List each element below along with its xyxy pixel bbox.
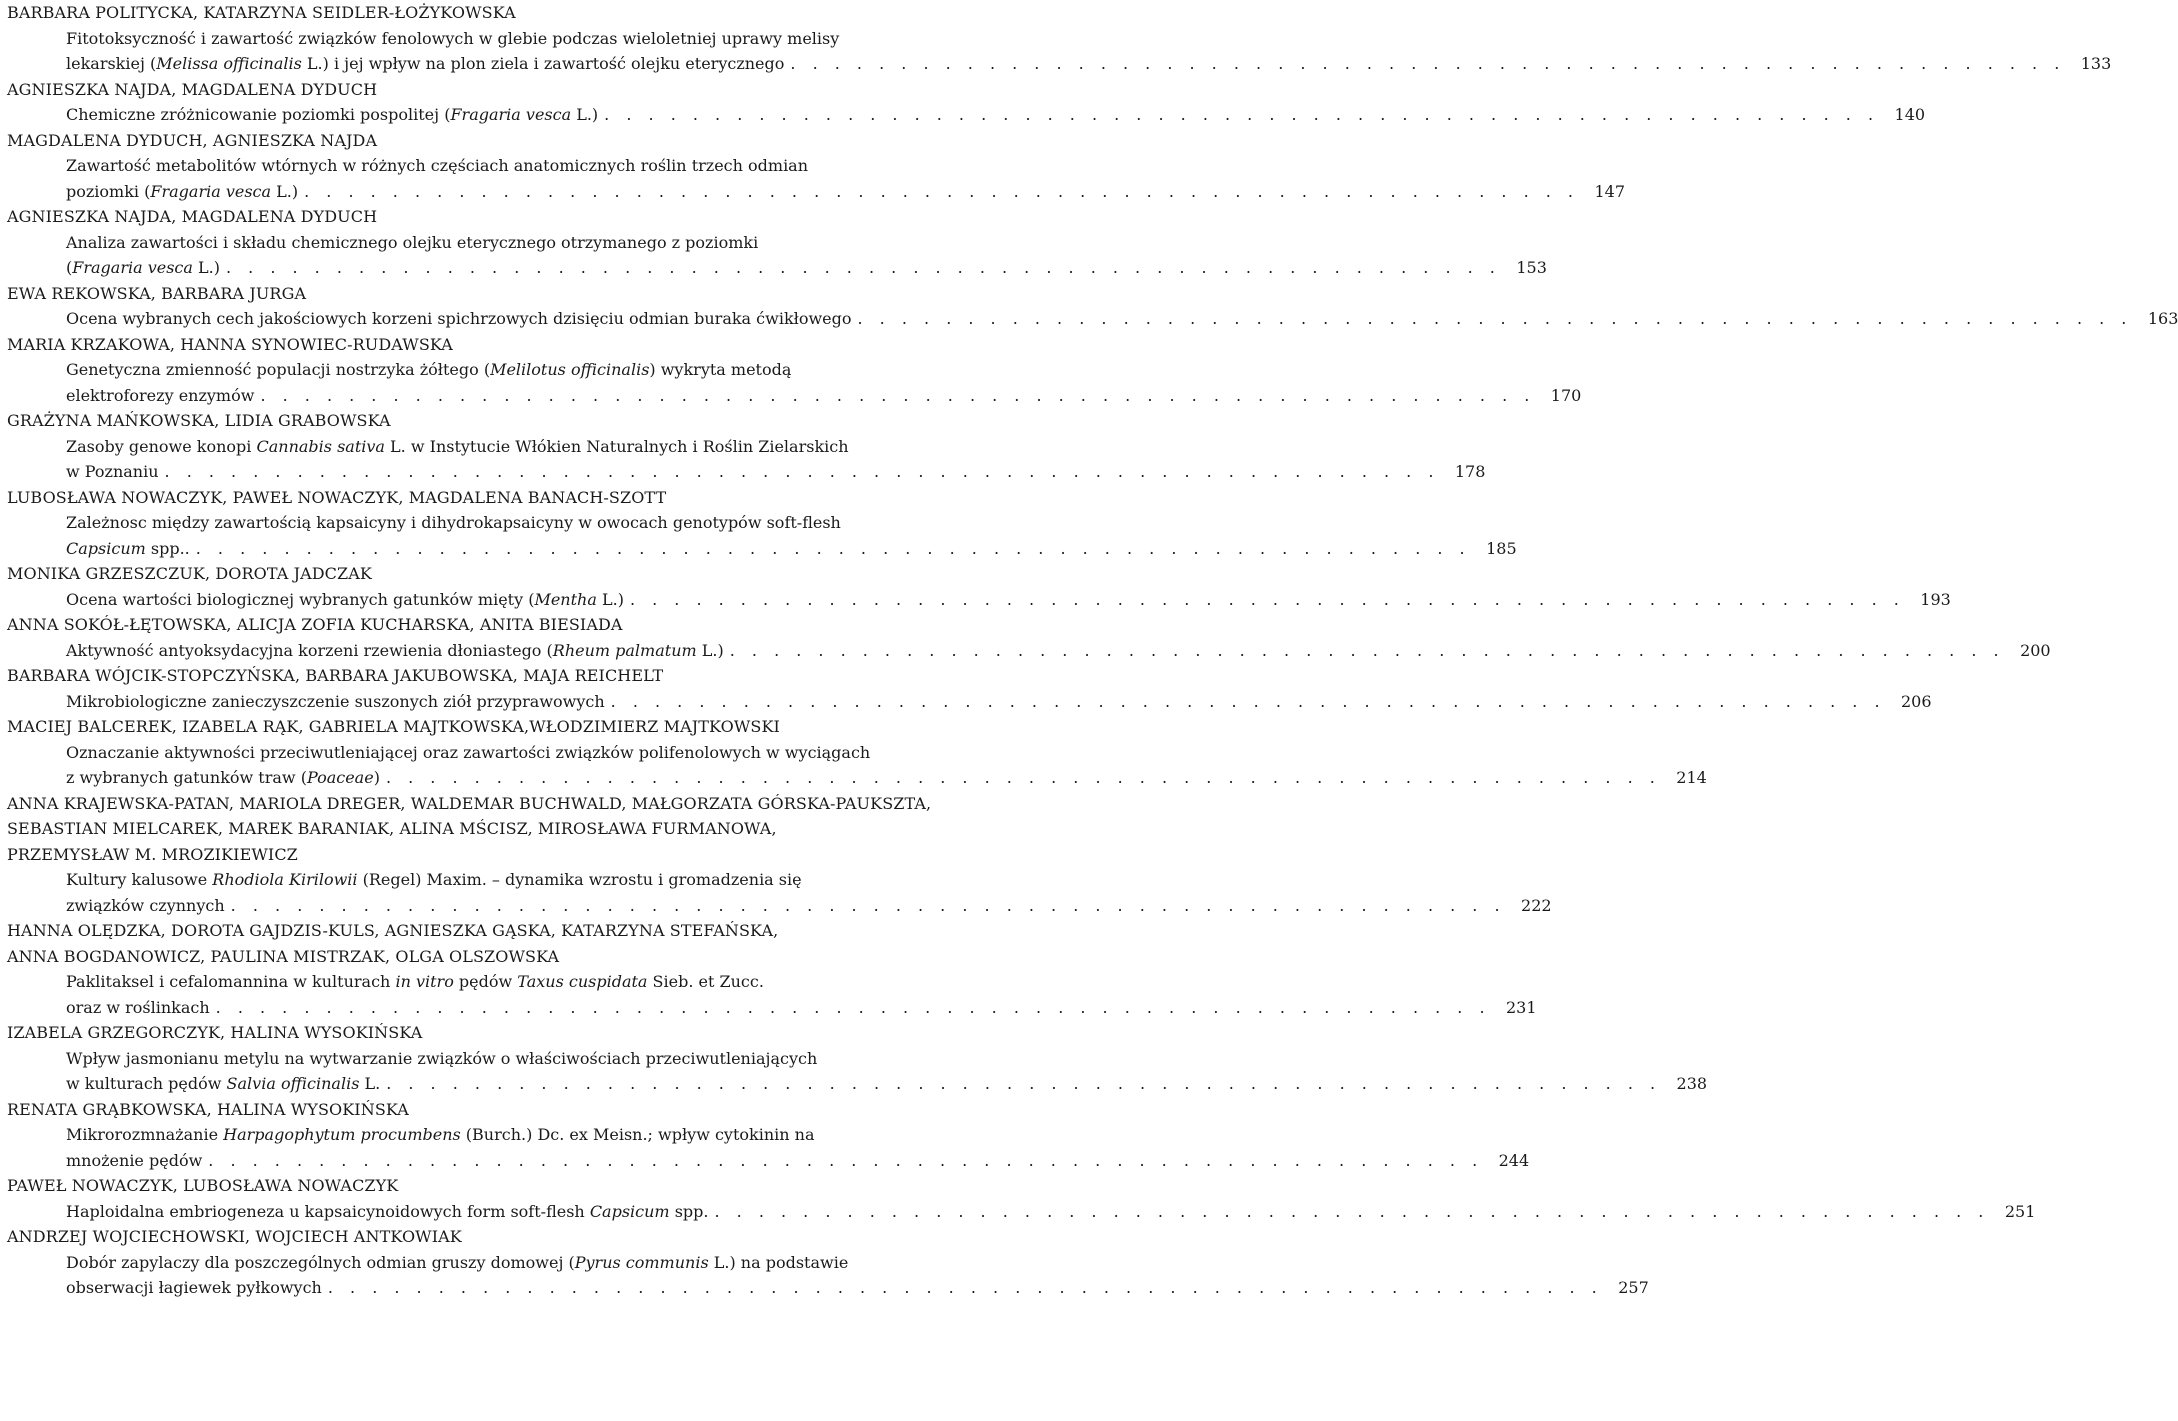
title-last-line	[66, 1199, 2036, 1225]
title-text: Paklitaksel i cefalomannina w kulturach	[66, 972, 396, 991]
toc-entry	[0, 612, 2051, 663]
page-number[interactable]: 147	[1594, 181, 1625, 201]
title-text: ) wykryta metodą	[649, 360, 792, 379]
entry-authors: ANNA KRAJEWSKA-PATAN, MARIOLA DREGER, WALDEMAR BUCHWALD, MAŁGORZATA GÓRSKA-PAUKSZTA,	[7, 793, 932, 813]
toc-entry	[0, 1097, 1530, 1174]
entry-authors: MACIEJ BALCEREK, IZABELA RĄK, GABRIELA MAJTKOWSKA,WŁODZIMIERZ MAJTKOWSKI	[7, 717, 780, 736]
title-text: Genetyczna zmienność populacji nostrzyka żółtego (	[66, 360, 491, 379]
title-line	[66, 969, 906, 995]
page-number[interactable]: 193	[1920, 589, 1951, 609]
page-number[interactable]: 200	[2020, 640, 2051, 660]
entry-title	[0, 434, 1486, 485]
page-number[interactable]: 153	[1516, 258, 1547, 277]
title-text: poziomki (	[66, 181, 151, 201]
title-last-line	[66, 638, 2051, 664]
title-text: L.)	[571, 105, 599, 124]
title-text: Ocena wartości biologicznej wybranych gatunków mięty (	[66, 589, 535, 609]
dot-leader: . . . . . . . . . . . . . . . . . . . . . . . . . . . . . . . . . . . . . . . . . . . . . . . . . . . . . . . . . .	[385, 768, 1661, 787]
toc-entry	[0, 408, 1486, 485]
title-line	[66, 1046, 906, 1072]
title-text: związków czynnych	[66, 895, 225, 915]
entry-title	[0, 26, 2112, 77]
entry-authors: BARBARA WÓJCIK-STOPCZYŃSKA, BARBARA JAKUBOWSKA, MAJA REICHELT	[7, 666, 664, 685]
latin-name: Fragaria vesca	[450, 105, 572, 124]
title-text: L.) na podstawie	[708, 1252, 849, 1272]
toc-entry	[0, 663, 1932, 714]
latin-name: Pyrus communis	[574, 1252, 709, 1272]
dot-leader: . . . . . . . . . . . . . . . . . . . . . . . . . . . . . . . . . . . . . . . . . . . . . . . . . . . . . . . . . .	[714, 1201, 1990, 1221]
entry-title	[0, 1199, 2036, 1225]
title-text: L.	[359, 1074, 381, 1093]
title-text: w Poznaniu	[66, 462, 159, 481]
entry-authors: ANNA BOGDANOWICZ, PAULINA MISTRZAK, OLGA OLSZOWSKA	[7, 946, 560, 966]
title-last-line	[66, 765, 1707, 791]
title-text: Oznaczanie aktywności przeciwutleniającej oraz zawartości związków polifenolowych w wyciągach	[66, 742, 871, 762]
entry-title	[0, 689, 1932, 715]
title-text: (Regel) Maxim. – dynamika wzrostu i gromadzenia się	[357, 870, 802, 889]
entry-title	[0, 587, 1951, 613]
toc-entry	[0, 77, 1926, 128]
title-text: Mikrobiologiczne zanieczyszczenie suszonych ziół przyprawowych	[66, 691, 605, 711]
entry-authors: HANNA OLĘDZKA, DOROTA GAJDZIS-KULS, AGNIESZKA GĄSKA, KATARZYNA STEFAŃSKA,	[7, 921, 779, 940]
title-text: L.)	[271, 181, 299, 201]
entry-authors: IZABELA GRZEGORCZYK, HALINA WYSOKIŃSKA	[7, 1023, 423, 1042]
toc-entry	[0, 714, 1707, 791]
title-last-line	[66, 893, 1552, 919]
entry-title	[0, 1250, 1649, 1301]
toc-entry	[0, 485, 1517, 562]
title-last-line	[66, 459, 1486, 485]
dot-leader: . . . . . . . . . . . . . . . . . . . . . . . . . . . . . . . . . . . . . . . . . . . . . . . . . . . . . . . . . .	[260, 385, 1536, 405]
title-last-line	[66, 179, 1625, 205]
latin-name: Rheum palmatum	[552, 640, 697, 660]
dot-leader: . . . . . . . . . . . . . . . . . . . . . . . . . . . . . . . . . . . . . . . . . . . . . . . . . . . . . . . . . .	[327, 1278, 1603, 1297]
latin-name: Fragaria vesca	[150, 181, 272, 201]
title-text: Fitotoksyczność i zawartość związków fenolowych w glebie podczas wieloletniej uprawy melisy	[66, 28, 840, 48]
latin-name: in vitro	[395, 972, 454, 991]
toc-entry	[0, 1224, 1649, 1301]
page-number[interactable]: 244	[1498, 1150, 1530, 1170]
entry-authors: SEBASTIAN MIELCAREK, MAREK BARANIAK, ALINA MŚCISZ, MIROSŁAWA FURMANOWA,	[7, 819, 777, 838]
title-line	[66, 26, 906, 52]
title-last-line	[66, 995, 1537, 1021]
title-text: Ocena wybranych cech jakościowych korzeni spichrzowych dzisięciu odmian buraka ćwikłowego	[66, 309, 852, 328]
latin-name: Melilotus officinalis	[490, 360, 650, 379]
title-text: Aktywność antyoksydacyjna korzeni rzewienia dłoniastego (	[66, 640, 553, 660]
latin-name: Harpagophytum procumbens	[223, 1125, 461, 1144]
page-number[interactable]: 170	[1550, 385, 1582, 405]
title-text: L.) i jej wpływ na plon ziela i zawartość olejku eterycznego	[301, 54, 785, 73]
entry-authors: ANDRZEJ WOJCIECHOWSKI, WOJCIECH ANTKOWIAK	[7, 1227, 462, 1246]
entry-title	[0, 1046, 1708, 1097]
title-text: pędów	[453, 972, 518, 991]
entry-title	[0, 638, 2051, 664]
title-last-line	[66, 1275, 1649, 1301]
dot-leader: . . . . . . . . . . . . . . . . . . . . . . . . . . . . . . . . . . . . . . . . . . . . . . . . . . . . . . . . . .	[604, 105, 1880, 124]
entry-title	[0, 1122, 1530, 1173]
latin-name: Taxus cuspidata	[517, 972, 648, 991]
entry-authors: GRAŻYNA MAŃKOWSKA, LIDIA GRABOWSKA	[7, 411, 391, 430]
latin-name: Capsicum	[66, 538, 146, 558]
entry-authors: EWA REKOWSKA, BARBARA JURGA	[7, 283, 307, 303]
page-number[interactable]: 222	[1521, 895, 1552, 915]
dot-leader: . . . . . . . . . . . . . . . . . . . . . . . . . . . . . . . . . . . . . . . . . . . . . . . . . . . . . . . . . .	[610, 691, 1886, 711]
toc-entry	[0, 204, 1547, 281]
entry-title	[0, 867, 1552, 918]
toc-entry	[0, 0, 2112, 77]
title-text: Sieb. et Zucc.	[647, 972, 764, 991]
title-text: L.)	[192, 258, 220, 277]
title-last-line	[66, 102, 1926, 128]
dot-leader: . . . . . . . . . . . . . . . . . . . . . . . . . . . . . . . . . . . . . . . . . . . . . . . . . . . . . . . . . .	[629, 589, 1905, 609]
title-line	[66, 357, 906, 383]
title-text: Analiza zawartości i składu chemicznego olejku eterycznego otrzymanego z poziomki	[66, 232, 759, 252]
title-text: Wpływ jasmonianu metylu na wytwarzanie związków o właściwościach przeciwutleniających	[66, 1048, 818, 1068]
dot-leader: . . . . . . . . . . . . . . . . . . . . . . . . . . . . . . . . . . . . . . . . . . . . . . . . . . . . . . . . . .	[790, 54, 2066, 73]
entry-title	[0, 357, 1582, 408]
title-text: L.)	[696, 640, 724, 660]
title-text: (	[66, 258, 73, 277]
page-number[interactable]: 231	[1506, 997, 1537, 1017]
page-number[interactable]: 251	[2004, 1201, 2036, 1221]
dot-leader: . . . . . . . . . . . . . . . . . . . . . . . . . . . . . . . . . . . . . . . . . . . . . . . . . . . . . . . . . .	[304, 181, 1579, 201]
page-number[interactable]: 206	[1901, 691, 1932, 711]
entry-authors: MONIKA GRZESZCZUK, DOROTA JADCZAK	[7, 564, 372, 583]
toc-entry	[0, 1020, 1708, 1097]
toc-entry	[0, 281, 2178, 332]
title-text: L.)	[596, 589, 624, 609]
title-text: oraz w roślinkach	[66, 997, 210, 1017]
title-last-line	[66, 306, 2178, 332]
title-last-line	[66, 1148, 1530, 1174]
title-text: )	[373, 768, 380, 787]
latin-name: Melissa officinalis	[156, 54, 302, 73]
entry-authors: AGNIESZKA NAJDA, MAGDALENA DYDUCH	[7, 79, 378, 99]
title-line	[66, 434, 906, 460]
latin-name: Salvia officinalis	[226, 1074, 360, 1093]
title-last-line	[66, 51, 2112, 77]
page-number[interactable]: 257	[1618, 1278, 1649, 1297]
title-text: spp.	[669, 1201, 709, 1221]
title-line	[66, 1122, 906, 1148]
toc-entry	[0, 791, 1552, 919]
title-line	[66, 153, 906, 179]
title-text: Dobór zapylaczy dla poszczególnych odmian gruszy domowej (	[66, 1252, 575, 1272]
latin-name: Cannabis sativa	[256, 436, 385, 456]
entry-title	[0, 306, 2178, 332]
dot-leader: . . . . . . . . . . . . . . . . . . . . . . . . . . . . . . . . . . . . . . . . . . . . . . . . . . . . . . . . . .	[195, 538, 1471, 558]
title-text: Mikrorozmnażanie	[66, 1125, 224, 1144]
title-text: L. w Instytucie Włókien Naturalnych i Roślin Zielarskich	[384, 436, 849, 456]
page-number[interactable]: 185	[1486, 538, 1517, 558]
page-number[interactable]: 178	[1454, 462, 1486, 481]
title-text: Kultury kalusowe	[66, 870, 213, 889]
title-text: lekarskiej (	[66, 54, 157, 73]
dot-leader: . . . . . . . . . . . . . . . . . . . . . . . . . . . . . . . . . . . . . . . . . . . . . . . . . . . . . . . . . .	[729, 640, 2005, 660]
title-last-line	[66, 536, 1517, 562]
entry-authors: MAGDALENA DYDUCH, AGNIESZKA NAJDA	[7, 130, 378, 150]
entry-title	[0, 510, 1517, 561]
title-text: w kulturach pędów	[66, 1074, 227, 1093]
entry-authors: AGNIESZKA NAJDA, MAGDALENA DYDUCH	[7, 207, 378, 226]
page-number[interactable]: 140	[1894, 105, 1926, 124]
latin-name: Capsicum	[589, 1201, 670, 1221]
title-text: Haploidalna embriogeneza u kapsaicynoidowych form soft-flesh	[66, 1201, 590, 1221]
dot-leader: . . . . . . . . . . . . . . . . . . . . . . . . . . . . . . . . . . . . . . . . . . . . . . . . . . . . . . . . . .	[215, 997, 1491, 1017]
title-text: mnożenie pędów	[66, 1150, 203, 1170]
entry-authors: PRZEMYSŁAW M. MROZIKIEWICZ	[7, 844, 298, 864]
title-text: spp..	[145, 538, 190, 558]
entry-authors: ANNA SOKÓŁ-ŁĘTOWSKA, ALICJA ZOFIA KUCHARSKA, ANITA BIESIADA	[7, 615, 623, 634]
dot-leader: . . . . . . . . . . . . . . . . . . . . . . . . . . . . . . . . . . . . . . . . . . . . . . . . . . . . . . . . . .	[386, 1074, 1662, 1093]
latin-name: Rhodiola Kirilowii	[212, 870, 358, 889]
toc-entry	[0, 561, 1951, 612]
title-last-line	[66, 255, 1547, 281]
latin-name: Poaceae	[306, 768, 374, 787]
title-text: (Burch.) Dc. ex Meisn.; wpływ cytokinin na	[460, 1125, 815, 1144]
toc-entry	[0, 918, 1537, 1020]
title-line	[66, 740, 906, 766]
dot-leader: . . . . . . . . . . . . . . . . . . . . . . . . . . . . . . . . . . . . . . . . . . . . . . . . . . . . . . . . . .	[230, 895, 1506, 915]
entry-authors: BARBARA POLITYCKA, KATARZYNA SEIDLER-ŁOŻYKOWSKA	[7, 3, 516, 22]
entry-title	[0, 740, 1707, 791]
dot-leader: . . . . . . . . . . . . . . . . . . . . . . . . . . . . . . . . . . . . . . . . . . . . . . . . . . . . . . . . . .	[164, 462, 1440, 481]
entry-title	[0, 153, 1625, 204]
title-line	[66, 230, 906, 256]
title-text: obserwacji łagiewek pyłkowych	[66, 1278, 322, 1297]
page-number[interactable]: 163	[2147, 309, 2178, 328]
entry-authors: LUBOSŁAWA NOWACZYK, PAWEŁ NOWACZYK, MAGDALENA BANACH-SZOTT	[7, 487, 667, 507]
entry-title	[0, 969, 1537, 1020]
page-number[interactable]: 238	[1676, 1074, 1708, 1093]
title-line	[66, 1250, 906, 1276]
title-line	[66, 510, 906, 536]
title-line	[66, 867, 906, 893]
title-text: Zasoby genowe konopi	[66, 436, 257, 456]
page-number[interactable]: 214	[1676, 768, 1707, 787]
toc-entry	[0, 332, 1582, 409]
title-last-line	[66, 1071, 1708, 1097]
page-number[interactable]: 133	[2080, 54, 2112, 73]
toc-entry	[0, 1173, 2036, 1224]
title-text: Chemiczne zróżnicowanie poziomki pospolitej (	[66, 105, 451, 124]
entry-title	[0, 230, 1547, 281]
title-text: Zawartość metabolitów wtórnych w różnych częściach anatomicznych roślin trzech odmian	[66, 156, 809, 175]
toc-entry	[0, 128, 1625, 205]
title-last-line	[66, 587, 1951, 613]
latin-name: Fragaria vesca	[72, 258, 193, 277]
title-last-line	[66, 383, 1582, 409]
entry-authors: PAWEŁ NOWACZYK, LUBOSŁAWA NOWACZYK	[7, 1176, 399, 1195]
latin-name: Mentha	[534, 589, 597, 609]
dot-leader: . . . . . . . . . . . . . . . . . . . . . . . . . . . . . . . . . . . . . . . . . . . . . . . . . . . . . . . . . .	[208, 1150, 1484, 1170]
title-text: z wybranych gatunków traw (	[66, 768, 307, 787]
title-text: elektroforezy enzymów	[66, 385, 255, 405]
entry-authors: MARIA KRZAKOWA, HANNA SYNOWIEC-RUDAWSKA	[7, 334, 453, 354]
dot-leader: . . . . . . . . . . . . . . . . . . . . . . . . . . . . . . . . . . . . . . . . . . . . . . . . . . . . . . . . . .	[225, 258, 1501, 277]
entry-title	[0, 102, 1926, 128]
title-last-line	[66, 689, 1932, 715]
title-text: Zależnosc między zawartością kapsaicyny i dihydrokapsaicyny w owocach genotypów soft-flesh	[66, 513, 841, 532]
dot-leader: . . . . . . . . . . . . . . . . . . . . . . . . . . . . . . . . . . . . . . . . . . . . . . . . . . . . . . . . . .	[857, 309, 2133, 328]
entry-authors: RENATA GRĄBKOWSKA, HALINA WYSOKIŃSKA	[7, 1099, 409, 1119]
